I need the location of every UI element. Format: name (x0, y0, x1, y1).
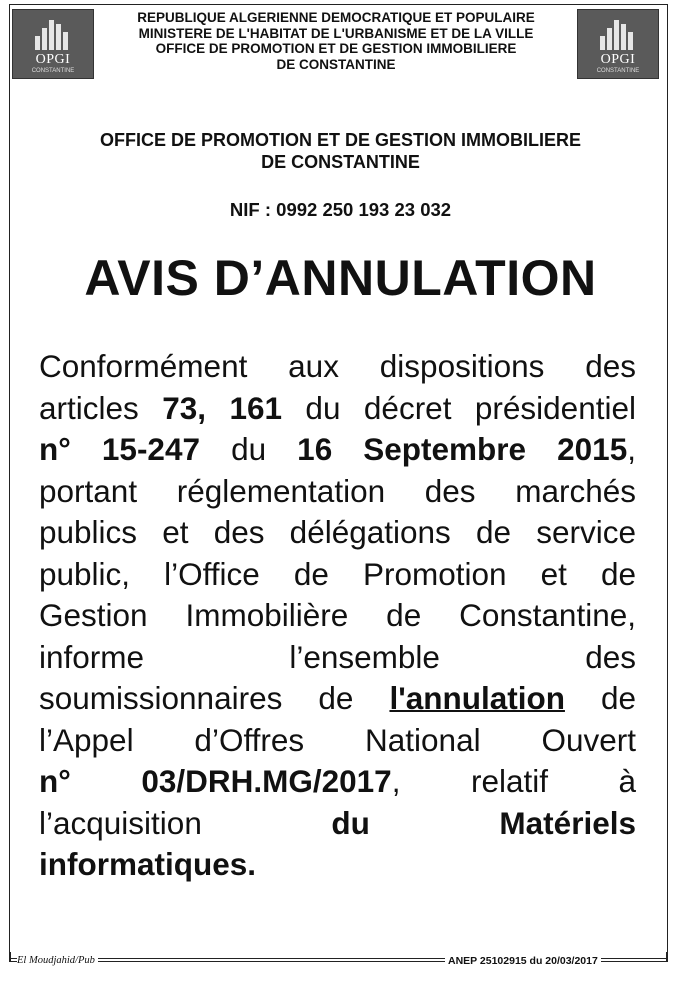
body-line: informe l’ensemble des (39, 638, 636, 675)
body-line: informatiques. (39, 846, 257, 882)
office-line: DE CONSTANTINE (261, 152, 420, 172)
body-line: l’Appel d’Offres National Ouvert (39, 721, 636, 758)
body-line: Conformément aux dispositions des (39, 348, 636, 384)
body-line: publics et des délégations de service (39, 514, 636, 550)
notice-title: AVIS D’ANNULATION (84, 250, 597, 306)
letterhead (96, 10, 576, 72)
body-line: articles 73, 161 du décret présidentiel (39, 389, 636, 426)
logo-brand: OPGI (35, 52, 71, 67)
logo-subtitle: CONSTANTINE (31, 68, 75, 74)
letterhead-line: MINISTERE DE L'HABITAT DE L'URBANISME ET DE LA VILLE (138, 25, 534, 41)
body-line: portant réglementation des marchés (39, 472, 636, 509)
logo-brand: OPGI (600, 52, 636, 67)
opgi-logo-right (577, 9, 659, 79)
footer-tick (666, 952, 668, 962)
notice-body (39, 346, 636, 886)
building-icon (600, 16, 638, 50)
body-line: n° 15-247 du 16 Septembre 2015, (39, 431, 636, 467)
body-line: Gestion Immobilière de Constantine, (39, 597, 636, 633)
letterhead-line: REPUBLIQUE ALGERIENNE DEMOCRATIQUE ET POPULAIRE (137, 10, 535, 25)
body-line: l’acquisition du Matériels (39, 804, 636, 841)
publication-credit: El Moudjahid/Pub (17, 955, 98, 966)
office-line: OFFICE DE PROMOTION ET DE GESTION IMMOBILIERE (99, 130, 582, 150)
building-icon (35, 16, 73, 50)
office-name (20, 129, 661, 173)
letterhead-line: DE CONSTANTINE (276, 56, 396, 72)
opgi-logo-left (12, 9, 94, 79)
nif-number: NIF : 0992 250 193 23 032 (229, 199, 452, 220)
letterhead-line: OFFICE DE PROMOTION ET DE GESTION IMMOBILIERE (155, 41, 517, 56)
body-line: n° 03/DRH.MG/2017, relatif à (39, 763, 636, 799)
logo-subtitle: CONSTANTINE (596, 68, 640, 74)
body-line: soumissionnaires de l'annulation de (39, 680, 636, 716)
anep-reference: ANEP 25102915 du 20/03/2017 (445, 955, 601, 967)
body-line: public, l’Office de Promotion et de (39, 555, 636, 592)
